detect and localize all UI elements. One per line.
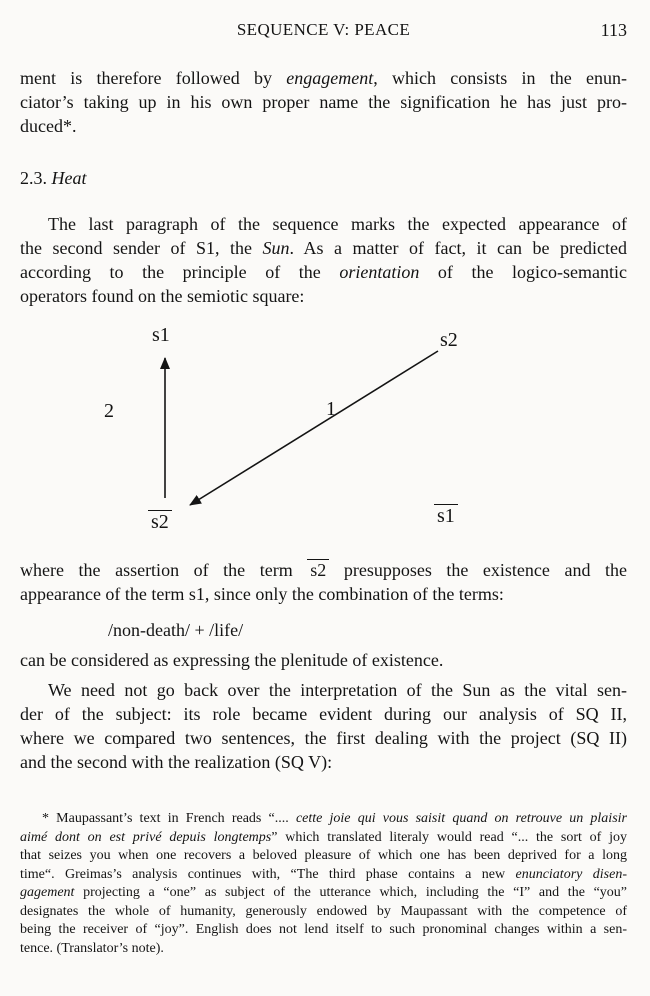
text-segment: of the logico-semantic xyxy=(419,262,627,282)
text-line xyxy=(20,810,627,829)
text-segment: projecting a “one” as subject of the utterance which, including the “I” and the “you” xyxy=(74,885,627,900)
text-line xyxy=(20,284,627,308)
text-segment: ciator’s taking up in his own proper name the signification he has just pro- xyxy=(20,92,627,112)
section-heading-2-3-heat xyxy=(20,166,627,190)
text-line xyxy=(20,678,627,702)
text-segment: der of the subject: its role became evident during our analysis of SQ II, xyxy=(20,704,627,724)
text-segment: where we compared two sentences, the first dealing with the project (SQ II) xyxy=(20,728,627,748)
text-segment: * Maupassant’s text in French reads “.... xyxy=(42,811,296,826)
overlined-term: s1 xyxy=(434,504,458,527)
text-segment: time“. Greimas’s analysis continues with, “The third phase contains a new xyxy=(20,866,516,882)
semiotic-square-diagram xyxy=(20,322,627,534)
text-line xyxy=(20,90,627,114)
text-segment: presupposes the existence and the xyxy=(329,560,627,580)
text-segment: tence. (Translator’s note). xyxy=(20,940,164,956)
formula-non-death-life xyxy=(20,618,627,642)
text-line xyxy=(20,582,627,606)
text-segment: being the receiver of “joy”. English does not lend itself to such pronominal changes within a sen- xyxy=(20,922,627,937)
paragraph-plenitude xyxy=(20,648,627,672)
text-line xyxy=(20,648,627,672)
text-segment: aimé dont on est privé depuis longtemps xyxy=(20,829,272,845)
text-segment: engagement xyxy=(286,68,374,88)
text-line xyxy=(20,558,627,582)
text-segment: can be considered as expressing the plenitude of existence. xyxy=(20,650,444,670)
diagram-arrow-number-2: 2 xyxy=(104,400,114,422)
text-segment: Sun xyxy=(262,238,290,258)
overlined-term: s2 xyxy=(148,510,172,533)
text-segment: gagement xyxy=(20,885,75,900)
text-segment: that seizes you when one recovers a beloved pleasure of which one has been deprived for a long xyxy=(20,848,627,863)
diagram-term-s2: s2 xyxy=(440,329,458,351)
text-line xyxy=(20,884,627,903)
text-segment: where the assertion of the term xyxy=(20,560,308,580)
text-line xyxy=(20,829,627,848)
text-segment: enunciatory disen- xyxy=(515,866,627,882)
paragraph-where-assertion xyxy=(20,558,627,606)
diagram-arrow-number-1: 1 xyxy=(326,398,336,420)
text-segment: Heat xyxy=(51,168,87,188)
text-line xyxy=(20,702,627,726)
text-segment: /non-death/ + /life/ xyxy=(108,620,244,640)
text-segment: We need not go back over the interpretation of the Sun as the vital sen- xyxy=(48,680,627,700)
overlined-term: s2 xyxy=(307,559,329,580)
text-segment: , which consists in the enun- xyxy=(373,68,627,88)
text-segment: . As a matter of fact, it can be predicted xyxy=(289,238,627,258)
text-line xyxy=(20,114,627,138)
paragraph-engagement xyxy=(20,66,627,138)
diagram-term-non-s1 xyxy=(434,504,458,527)
diagonal-arrow-s2-to-s2bar xyxy=(190,351,438,505)
page-number: 113 xyxy=(600,20,627,40)
text-line xyxy=(20,921,627,940)
text-segment: the second sender of S1, the xyxy=(20,238,263,258)
text-line xyxy=(20,847,627,866)
text-line xyxy=(20,66,627,90)
text-line xyxy=(20,866,627,885)
translator-footnote xyxy=(20,810,627,958)
text-line xyxy=(20,726,627,750)
text-line xyxy=(20,212,627,236)
text-segment: duced*. xyxy=(20,116,77,136)
text-line xyxy=(108,618,627,642)
text-line xyxy=(20,236,627,260)
text-segment: and the second with the realization (SQ V): xyxy=(20,752,333,772)
diagram-arrows xyxy=(20,322,627,534)
paragraph-we-need-not xyxy=(20,678,627,774)
text-segment: designates the whole of humanity, generously endowed by Maupassant with the competence of xyxy=(20,903,627,919)
diagram-term-non-s2 xyxy=(148,510,172,533)
page-title: SEQUENCE V: PEACE xyxy=(236,20,411,39)
text-segment: ” which translated literaly would read “... the sort of joy xyxy=(271,829,627,845)
diagram-term-s1: s1 xyxy=(152,324,170,346)
text-line xyxy=(20,750,627,774)
text-segment: according to the principle of the xyxy=(20,262,340,282)
paragraph-last-paragraph xyxy=(20,212,627,308)
text-segment: orientation xyxy=(339,262,420,282)
running-head xyxy=(20,18,627,42)
text-segment: appearance of the term s1, since only the combination of the terms: xyxy=(20,584,504,604)
text-line xyxy=(20,940,627,959)
text-line xyxy=(20,260,627,284)
text-line xyxy=(20,903,627,922)
text-segment: ment is therefore followed by xyxy=(20,68,287,88)
text-line xyxy=(20,166,627,190)
text-segment: 2.3. xyxy=(20,168,52,188)
text-segment: operators found on the semiotic square: xyxy=(20,286,305,306)
text-segment: cette joie qui vous saisit quand on retrouve un plaisir xyxy=(295,811,627,826)
text-segment: The last paragraph of the sequence marks the expected appearance of xyxy=(48,214,627,234)
